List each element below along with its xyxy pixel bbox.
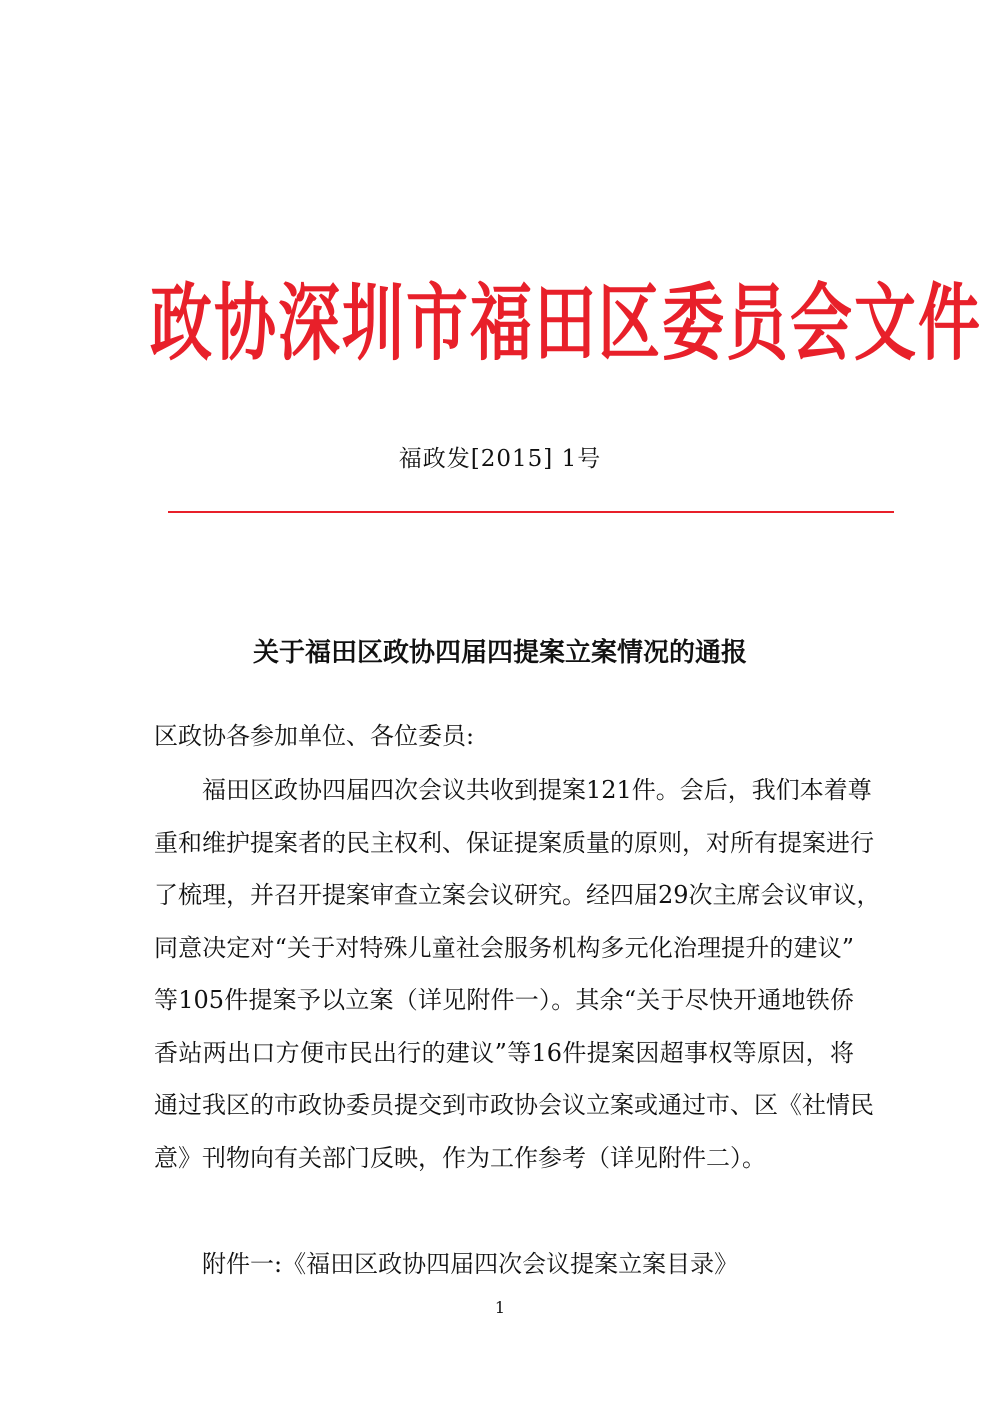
notice-title: 关于福田区政协四届四提案立案情况的通报 — [252, 638, 747, 668]
body-line: 通过我区的市政协委员提交到市政协会议立案或通过市、区《社情民 — [154, 1091, 874, 1119]
salutation: 区政协各参加单位、各位委员: — [154, 722, 475, 750]
attachment-line: 附件一:《福田区政协四届四次会议提案立案目录》 — [202, 1250, 739, 1278]
body-line: 意》刊物向有关部门反映，作为工作参考（详见附件二）。 — [154, 1143, 766, 1172]
body-line: 同意决定对“关于对特殊儿童社会服务机构多元化治理提升的建议” — [154, 933, 854, 962]
page-number: 1 — [494, 1298, 506, 1317]
body-line: 重和维护提案者的民主权利、保证提案质量的原则，对所有提案进行 — [154, 828, 874, 857]
body-line: 了梳理，并召开提案审查立案会议研究。经四届29次主席会议审议， — [154, 881, 881, 909]
body-line: 香站两出口方便市民出行的建议”等16件提案因超事权等原因，将 — [154, 1038, 854, 1067]
document-number: 福政发[2015] 1号 — [398, 446, 602, 472]
issuer-masthead: 政协深圳市福田区委员会文件 — [150, 273, 983, 373]
body-line: 等105件提案予以立案（详见附件一）。其余“关于尽快开通地铁侨 — [154, 986, 854, 1014]
notice-body — [154, 776, 881, 1196]
red-divider-line — [168, 511, 894, 513]
body-line: 福田区政协四届四次会议共收到提案121件。会后，我们本着尊 — [202, 776, 872, 804]
